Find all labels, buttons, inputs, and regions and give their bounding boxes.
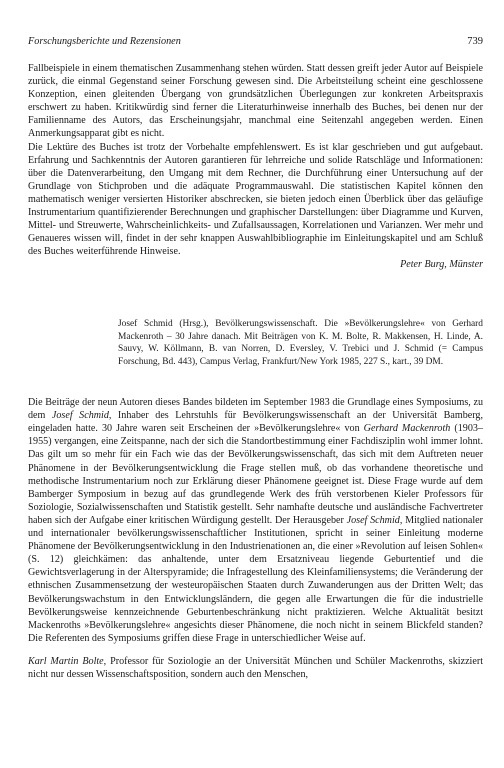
- reviewer-signature: Peter Burg, Münster: [400, 259, 483, 271]
- paragraph: [28, 655, 483, 681]
- text-run: Die Beiträge der neun Autoren dieses Bandes bildeten im September 1983 die Grundlage eines Symposiums, zu dem: [28, 397, 483, 422]
- person-name: Karl Martin Bolte: [28, 655, 104, 667]
- section-title: Forschungsberichte und Rezensionen: [28, 36, 181, 47]
- text-run: , Inhaber des Lehrstuhls für Bevölkerungswissenschaft an der Universität Bamberg, eingeladen hatte. 30 Jahre waren seit Erscheinen der »Bevölkerungslehre« von: [28, 410, 483, 435]
- person-name: Josef Schmid: [346, 514, 400, 526]
- person-name: Gerhard Mackenroth: [363, 423, 451, 435]
- page-number: 739: [467, 36, 483, 47]
- paragraph: Fallbeispiele in einem thematischen Zusammenhang stehen würden. Statt dessen greift jeder Autor auf Beispiele zurück, die einmal Gegenstand seiner Forschung gewesen sind. Die Arbeitsteilung scheint eine geschlossene Konzeption, einen gleitenden Übergang von grundsätzlichen Überlegungen zur konkreten Arbeitspraxis erschwert zu haben. Kritikwürdig sind ferner die Literaturhinweise innerhalb des Buches, bei denen nur der Familienname des Autors, das Erscheinungsjahr, manchmal eine Seitenzahl angegeben werden. Einen Anmerkungsapparat gibt es nicht.: [28, 63, 483, 140]
- text-run: (1903–1955) vergangen, eine Zeitspanne, nach der sich die Standortbestimmung einer Fachdisziplin wohl immer lohnt. Das gilt um so mehr für ein Fach wie das der Bevölkerungswissenschaft, das sich mit dem Auftreten neuer Phänomene in der Bevölkerungsentwicklung die Frage stellen muß, ob das vorhandene theoretische und methodische Instrumentarium noch zur Erklärung dieser Phänomene geeignet ist. Diese Frage wurde auf dem Bamberger Symposium in bezug auf das grundlegende Werk des früh verstorbenen Kieler Professors für Soziologie, Sozialwissenschaften und Statistik gestellt. Sehr namhafte deutsche und ausländische Fachvertreter haben sich der Aufgabe einer kritischen Würdigung gestellt. Der Herausgeber: [28, 423, 483, 526]
- new-review: [28, 386, 483, 691]
- previous-review: [28, 62, 483, 272]
- paragraph: Die Lektüre des Buches ist trotz der Vorbehalte empfehlenswert. Es ist klar geschrieben und gut aufgebaut. Erfahrung und Sachkenntnis der Autoren garantieren für lehrreiche und solide Ratschläge und Informationen: über die Datenverarbeitung, den Umgang mit dem Rechner, die Durchführung einer Untersuchung auf der Grundlage von Stichproben und die adäquate Programmauswahl. Die statistischen Kapitel können den mathematisch weniger versierten Historiker abschrecken, sie bieten jedoch einen Überblick über das geläufige Instrumentarium quantifizierender Berechnungen und graphischer Darstellungen: über Diagramme und Kurven, Mittel- und Streuwerte, Wahrscheinlichkeits- und Zufallsaussagen, Korrelationen und Varianzen. Wer mehr und Genaueres wissen will, findet in der sehr knappen Auswahlbibliographie im Einleitungskapitel und am Schluß des Buches weiterführende Hinweise.: [28, 141, 483, 258]
- text-run: , Mitglied nationaler und internationaler bevölkerungswissenschaftlicher Institutionen, spricht in seiner Einleitung moderne Phänomene der Bevölkerungsentwicklung in den Industrienationen an, die einer »Revolution auf leisen Sohlen« (S. 12) gleichkämen: das anhaltende, unter dem Ersatzniveau liegende Geburtentief und die Gewichtsverlagerung in der Alterspyramide; die Infragestellung des Kleinfamiliensystems; die Veränderung der ethnischen Zusammensetzung der westeuropäischen Staaten durch Zuwanderungen aus der Dritten Welt; das Bevölkerungswachstum in den Entwicklungsländern, die gegen alle Erwartungen die für die industrielle Bevölkerungsweise kennzeichnende Geburtenbeschränkung nicht praktizieren. Welche Aktualität besitzt Mackenroths »Bevölkerungslehre« angesichts dieser Phänomene, die noch nicht in seinem Blickfeld standen? Die Referenten des Symposiums griffen diese Frage in unterschiedlicher Weise auf.: [28, 514, 483, 644]
- running-header: [28, 36, 483, 47]
- person-name: Josef Schmid: [51, 410, 109, 422]
- text-run: , Professor für Soziologie an der Universität München und Schüler Mackenroths, skizziert nicht nur dessen Wissenschaftsposition, sondern auch den Menschen,: [28, 655, 484, 681]
- paragraph: [28, 396, 483, 645]
- bibliographic-entry: Josef Schmid (Hrsg.), Bevölkerungswissenschaft. Die »Bevölkerungslehre« von Gerhard Mackenroth – 30 Jahre danach. Mit Beiträgen von K. M. Bolte, R. Makkensen, H. Linde, A. Sauvy, W. Köllmann, B. van Norren, D. Eversley, V. Trebici und J. Schmid (= Campus Forschung, Bd. 443), Campus Verlag, Frankfurt/New York 1985, 227 S., kart., 39 DM.: [118, 319, 483, 367]
